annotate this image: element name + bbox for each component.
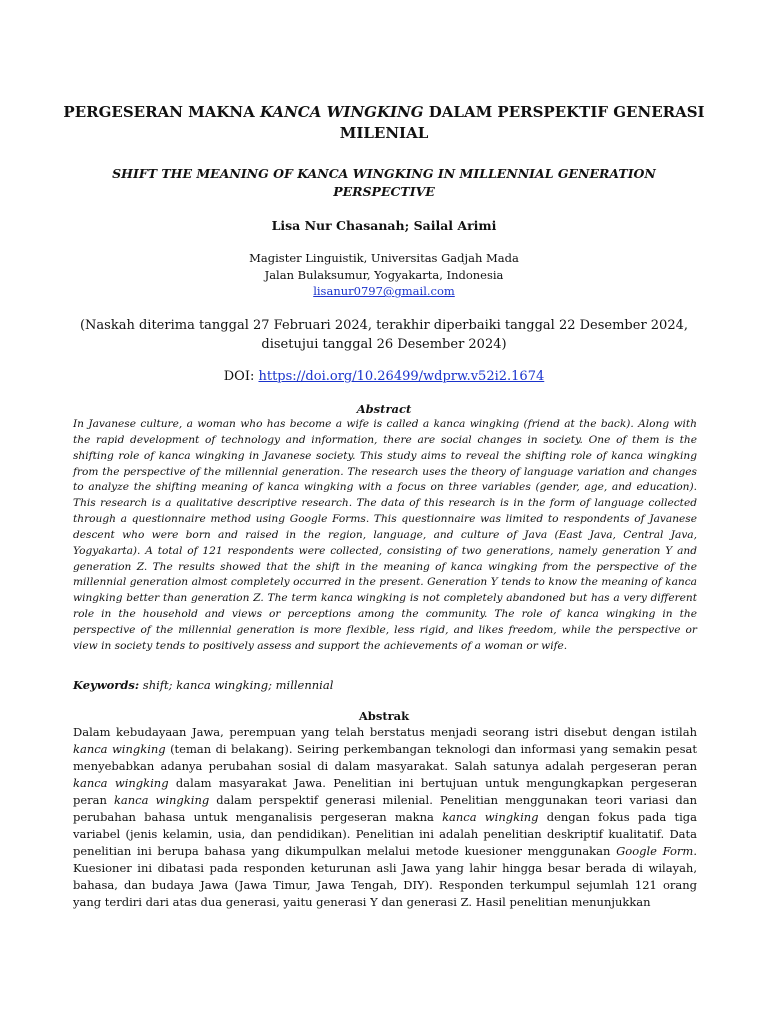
abstrak-italic-term: kanca wingking bbox=[442, 810, 539, 824]
abstrak-heading: Abstrak bbox=[358, 709, 410, 723]
abstrak-indonesian bbox=[73, 724, 697, 911]
affiliation-line-2: Jalan Bulaksumur, Yogyakarta, Indonesia bbox=[264, 267, 504, 282]
doi-line bbox=[0, 369, 768, 384]
abstrak-italic-term: kanca wingking bbox=[73, 742, 166, 756]
keywords-label: Keywords: bbox=[73, 678, 140, 692]
abstrak-italic-term: kanca wingking bbox=[73, 776, 169, 790]
abstrak-segment: dengan fokus pada tiga variabel (jenis kelamin, usia, dan pendidikan). Penelitian ini adalah penelitian deskriptif kualitatif. Data penelitian ini berupa bahasa yang dikumpulkan melalui metode kuesioner menggunakan bbox=[73, 810, 698, 858]
authors: Lisa Nur Chasanah; Sailal Arimi bbox=[271, 218, 497, 233]
abstrak-segment: (teman di belakang). Seiring perkembangan teknologi dan informasi yang semakin pesat menyebabkan adanya perubahan sosial di dalam masyarakat. Salah satunya adalah pergeseran peran bbox=[73, 742, 697, 773]
affiliation-line-1: Magister Linguistik, Universitas Gadjah Mada bbox=[249, 251, 519, 265]
abstrak-italic-term: Google Form bbox=[616, 844, 694, 858]
received-dates: (Naskah diterima tanggal 27 Februari 2024, terakhir diperbaiki tanggal 22 Desember 2024, disetujui tanggal 26 Desember 2024) bbox=[79, 318, 689, 352]
doi-link[interactable]: https://doi.org/10.26499/wdprw.v52i2.1674 bbox=[258, 369, 545, 384]
abstrak-segment: . Kuesioner ini dibatasi pada responden keturunan asli Jawa yang lahir hingga besar berada di wilayah, bahasa, dan budaya Jawa (Jawa Timur, Jawa Tengah, DIY). Responden terkumpul sejumlah 121 orang yang terdiri dari atas dua generasi, yaitu generasi Y dan generasi Z. Hasil penelitian menunjukkan bbox=[73, 844, 697, 909]
title-part-2: DALAM PERSPEKTIF GENERASI MILENIAL bbox=[339, 103, 705, 142]
abstrak-italic-term: kanca wingking bbox=[113, 793, 210, 807]
abstrak-segment: dalam perspektif generasi milenial. Penelitian menggunakan teori variasi dan perubahan bahasa untuk menganalisis pergeseran makna bbox=[73, 793, 697, 824]
paper-title bbox=[60, 102, 708, 144]
doi-label: DOI: bbox=[223, 369, 259, 384]
title-part-1: PERGESERAN MAKNA bbox=[63, 103, 260, 121]
title-italic-term: KANCA WINGKING bbox=[260, 103, 424, 121]
abstract-english: In Javanese culture, a woman who has become a wife is called a kanca wingking (friend at the back). Along with the rapid development of technology and information, there are social changes in society. One of them is the shifting role of kanca wingking in Javanese society. This study aims to reveal the shifting role of kanca wingking from the perspective of the millennial generation. The research uses the theory of language variation and changes to analyze the shifting meaning of kanca wingking with a focus on three variables (gender, age, and education). This research is a qualitative descriptive research. The data of this research is in the form of language collected through a questionnaire method using Google Forms. This questionnaire was limited to respondents of Javanese descent who were born and raised in the region, language, and culture of Java (East Java, Central Java, Yogyakarta). A total of 121 respondents were collected, consisting of two generations, namely generation Y and generation Z. The results showed that the shift in the meaning of kanca wingking from the perspective of the millennial generation almost completely occurred in the present. Generation Y tends to know the meaning of kanca wingking better than generation Z. The term kanca wingking is not completely abandoned but has a very different role in the household and views or perceptions among the community. The role of kanca wingking in the perspective of the millennial generation is more flexible, less rigid, and likes freedom, while the perspective or view in society tends to positively assess and support the achievements of a woman or wife. bbox=[73, 418, 697, 652]
email-link[interactable]: lisanur0797@gmail.com bbox=[313, 284, 455, 298]
affiliation bbox=[0, 250, 768, 300]
keywords bbox=[73, 678, 697, 692]
paper-subtitle: SHIFT THE MEANING OF KANCA WINGKING IN MILLENNIAL GENERATION PERSPECTIVE bbox=[112, 166, 656, 199]
abstrak-segment: dalam masyarakat Jawa. Penelitian ini bertujuan untuk mengungkapkan pergeseran peran bbox=[73, 776, 697, 807]
abstract-heading: Abstract bbox=[356, 402, 412, 416]
keywords-text: shift; kanca wingking; millennial bbox=[139, 678, 334, 692]
abstrak-segment: Dalam kebudayaan Jawa, perempuan yang telah berstatus menjadi seorang istri disebut dengan istilah bbox=[73, 725, 697, 739]
